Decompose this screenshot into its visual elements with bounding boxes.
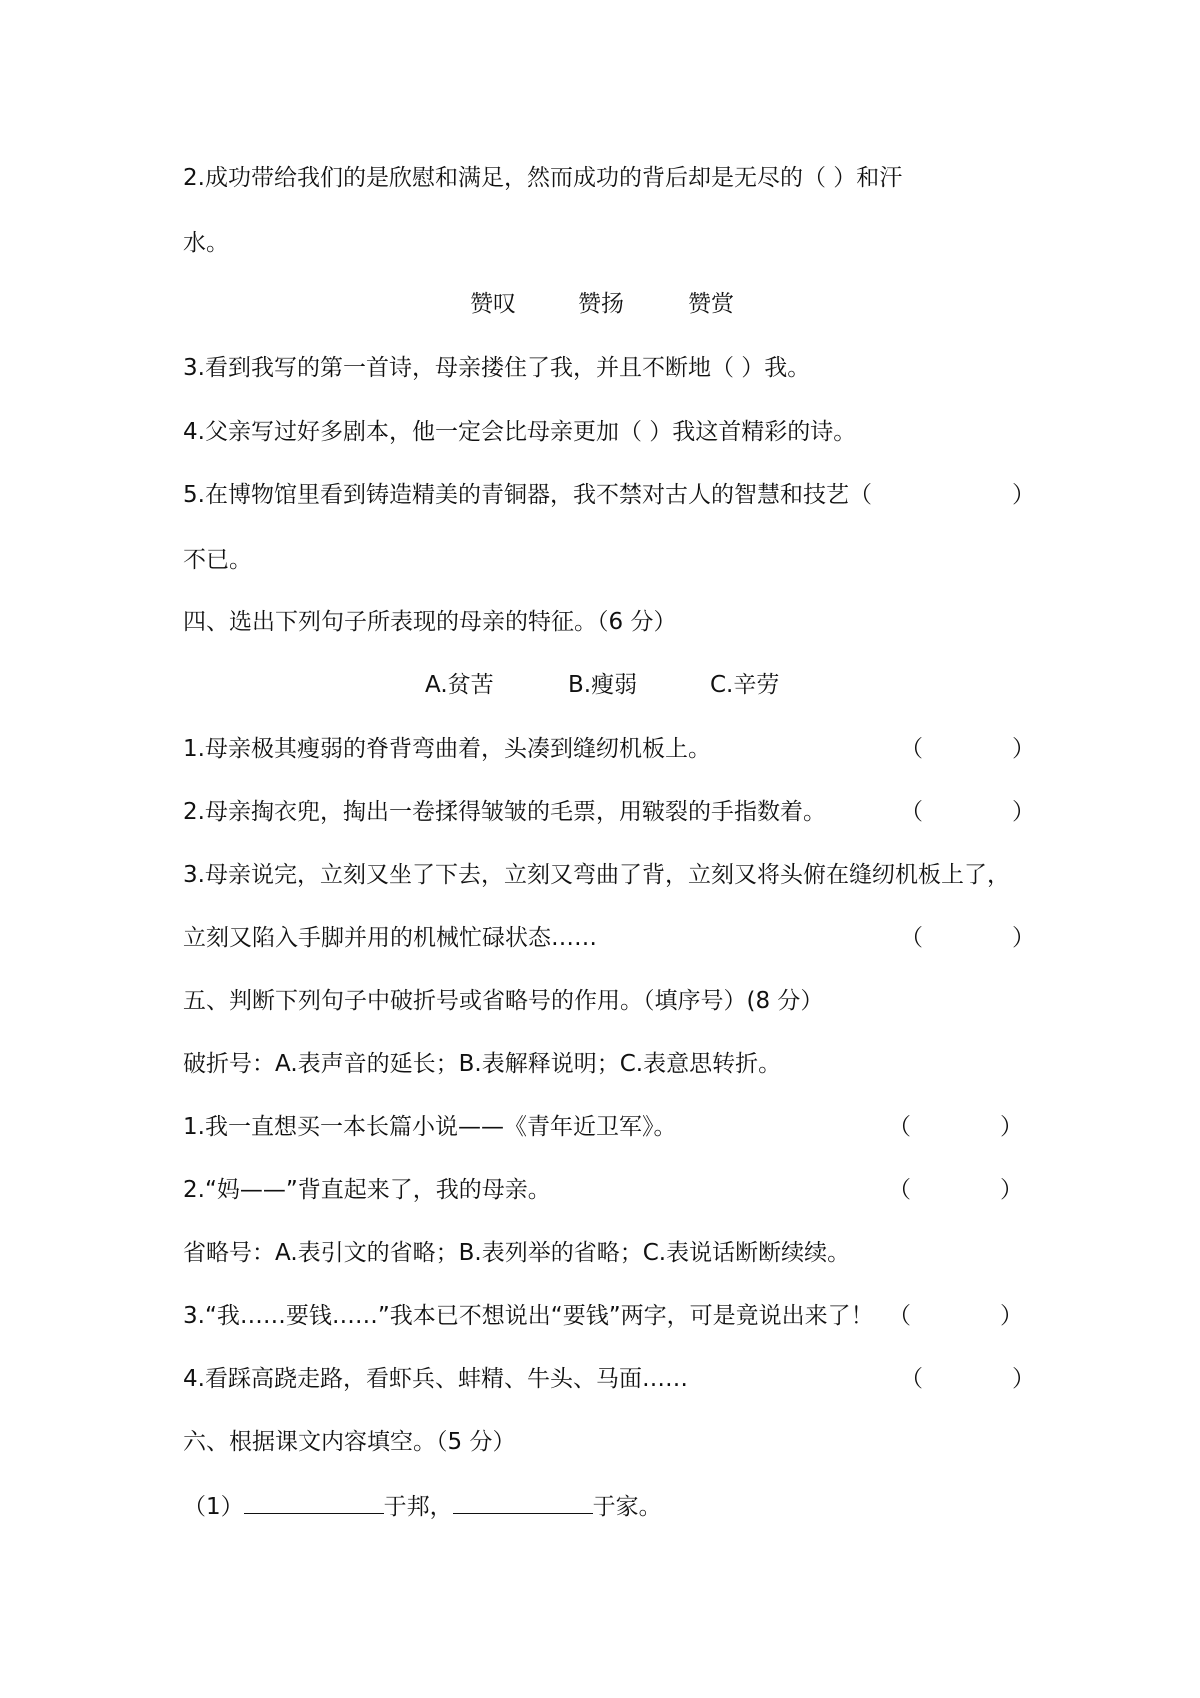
ellipsis-definitions: 省略号：A.表引文的省略；B.表列举的省略；C.表说话断断续续。 [183, 1240, 851, 1266]
answer-bracket-close: ） [1000, 1177, 1023, 1203]
answer-bracket-open: （ [888, 1303, 911, 1329]
answer-bracket-open: （ [888, 1177, 911, 1203]
question-6-1 [183, 1491, 662, 1522]
question-5-2: 2.“妈——”背直起来了，我的母亲。 [183, 1177, 551, 1203]
fill-blank-1[interactable] [244, 1491, 384, 1514]
section-5-title: 五、判断下列句子中破折号或省略号的作用。（填序号）(8 分） [183, 988, 824, 1014]
word-option-1: 赞叹 [470, 291, 516, 317]
answer-bracket-open: （ [900, 799, 923, 825]
question-3-5-line2: 不已。 [183, 547, 252, 573]
answer-bracket-close: ） [1000, 1303, 1023, 1329]
question-3-2-line2: 水。 [183, 230, 229, 256]
dash-definitions: 破折号：A.表声音的延长；B.表解释说明；C.表意思转折。 [183, 1051, 782, 1077]
blank-ending: 于家。 [592, 1494, 662, 1520]
question-3-3: 3.看到我写的第一首诗，母亲搂住了我，并且不断地（ ）我。 [183, 355, 811, 381]
question-4-3-line1: 3.母亲说完，立刻又坐了下去，立刻又弯曲了背，立刻又将头俯在缝纫机板上了， [183, 862, 1010, 888]
section-4-title: 四、选出下列句子所表现的母亲的特征。（6 分） [183, 609, 677, 635]
answer-bracket-open: （ [900, 925, 923, 951]
question-3-4: 4.父亲写过好多剧本，他一定会比母亲更加（ ）我这首精彩的诗。 [183, 419, 857, 445]
blank-connector: 于邦， [383, 1494, 453, 1520]
answer-bracket-open: （ [900, 736, 923, 762]
question-5-3: 3.“我……要钱……”我本已不想说出“要钱”两字，可是竟说出来了！ [183, 1303, 874, 1329]
word-option-3: 赞赏 [688, 291, 734, 317]
option-a: A.贫苦 [425, 672, 494, 698]
section-6-title: 六、根据课文内容填空。（5 分） [183, 1429, 516, 1455]
word-option-2: 赞扬 [578, 291, 624, 317]
option-c: C.辛劳 [710, 672, 780, 698]
answer-bracket-close: ） [1012, 736, 1035, 762]
question-4-3-line2: 立刻又陷入手脚并用的机械忙碌状态…… [183, 925, 597, 951]
question-3-5-line1: 5.在博物馆里看到铸造精美的青铜器，我不禁对古人的智慧和技艺（ [183, 482, 872, 508]
option-b: B.瘦弱 [568, 672, 638, 698]
question-3-2-line1: 2.成功带给我们的是欣慰和满足，然而成功的背后却是无尽的（ ）和汗 [183, 165, 903, 191]
answer-bracket-close: ） [1000, 1114, 1023, 1140]
question-5-1: 1.我一直想买一本长篇小说——《青年近卫军》。 [183, 1114, 677, 1140]
question-4-2: 2.母亲掏衣兜，掏出一卷揉得皱皱的毛票，用皲裂的手指数着。 [183, 799, 826, 825]
answer-bracket-open: （ [888, 1114, 911, 1140]
answer-bracket-open: （ [900, 1366, 923, 1392]
answer-bracket-close: ） [1012, 799, 1035, 825]
answer-bracket-close: ） [1012, 1366, 1035, 1392]
question-5-4: 4.看踩高跷走路，看虾兵、蚌精、牛头、马面…… [183, 1366, 688, 1392]
close-bracket: ） [1012, 482, 1035, 508]
question-4-1: 1.母亲极其瘦弱的脊背弯曲着，头凑到缝纫机板上。 [183, 736, 711, 762]
answer-bracket-close: ） [1012, 925, 1035, 951]
fill-blank-2[interactable] [453, 1491, 593, 1514]
question-label: （1） [183, 1494, 244, 1520]
